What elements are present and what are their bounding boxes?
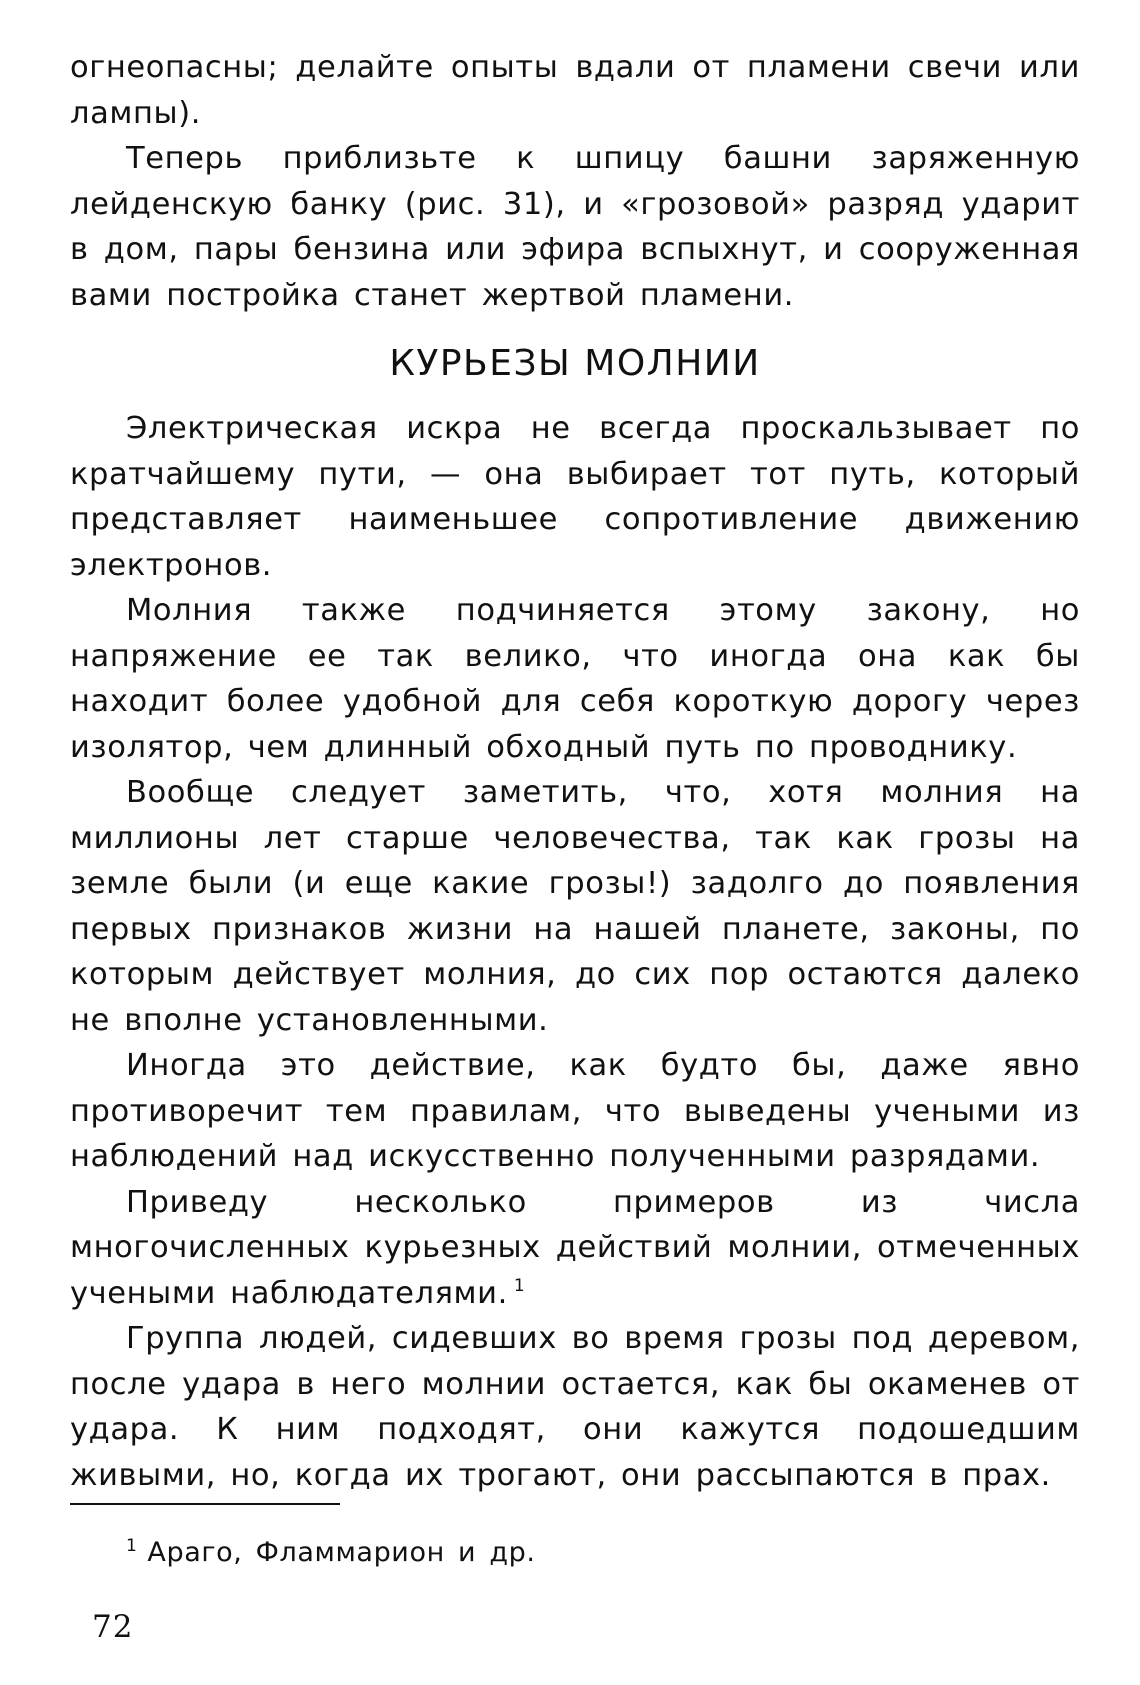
paragraph-text: Приведу несколько примеров из числа многочисленных курьезных действий молнии, отмеченных учеными наблюдателями. [70,1184,1080,1311]
paragraph: Вообще следует заметить, что, хотя молния на миллионы лет старше человечества, так как грозы на земле были (и еще какие грозы!) задолго до появления первых признаков жизни на нашей планете, законы, по которым действует молния, до сих пор остаются далеко не вполне установленными. [70,775,1080,1038]
paragraph: Молния также подчиняется этому закону, но напряжение ее так велико, что иногда она как бы находит более удобной для себя короткую дорогу через изолятор, чем длинный обходный путь по проводнику. [70,593,1080,765]
footnote-text: Араго, Фламмарион и др. [147,1537,536,1568]
page-number: 72 [92,1609,134,1645]
footnote-mark: 1 [126,1536,138,1556]
paragraph-last: Группа людей, сидевших во время грозы под деревом, после удара в него молнии остается, как бы окаменев от удара. К ним подходят, они кажутся подошедшим живыми, но, когда их трогают, они рассыпаются в прах. [70,1321,1080,1493]
paragraph: Иногда это действие, как будто бы, даже явно противоречит тем правилам, что выведены учеными из наблюдений над искусственно полученными разрядами. [70,1048,1080,1174]
footnote-reference: 1 [513,1276,526,1297]
paragraph: Электрическая искра не всегда проскальзывает по кратчайшему пути, — она выбирает тот путь, который представляет наименьшее сопротивление движению электронов. [70,411,1080,583]
paragraph-continued: огнеопасны; делайте опыты вдали от пламени свечи или лампы). [70,50,1080,131]
footnote [126,1533,536,1573]
paragraph-with-footnote [70,1180,1080,1317]
page-body [70,45,1080,1498]
footnote-divider [70,1503,340,1505]
paragraph-leyden-jar: Теперь приблизьте к шпицу башни заряженную лейденскую банку (рис. 31), и «грозовой» разряд ударит в дом, пары бензина или эфира вспыхнут, и сооруженная вами постройка станет жертвой пламени. [70,141,1080,313]
section-heading: КУРЬЕЗЫ МОЛНИИ [389,343,761,384]
